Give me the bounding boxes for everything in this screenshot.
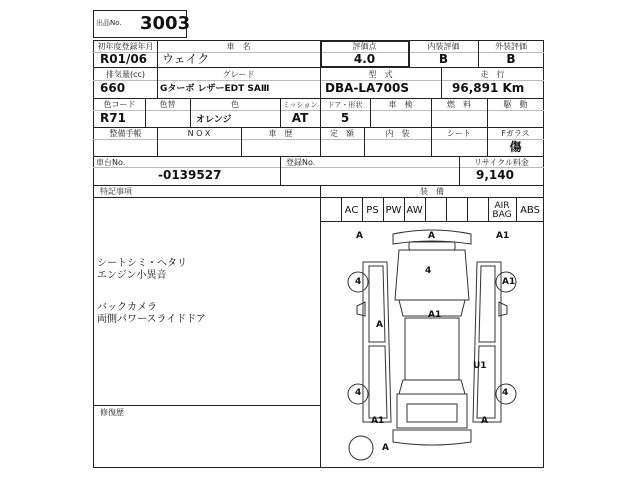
col-divider bbox=[280, 156, 281, 185]
model-code-value: DBA-LA700S bbox=[325, 81, 409, 95]
remark-seat-stain: シートシミ・ヘタリ bbox=[97, 258, 187, 269]
tire-rear-right: 4 bbox=[502, 388, 509, 398]
color-change-label: 色替 bbox=[159, 100, 176, 109]
doors-value: 5 bbox=[340, 111, 350, 125]
equipment-header: 装 備 bbox=[420, 187, 444, 196]
tire-front-right: A1 bbox=[502, 277, 516, 287]
equipment-pw: PW bbox=[385, 205, 402, 216]
color-code-label: 色コード bbox=[103, 100, 136, 109]
row-divider bbox=[93, 127, 544, 128]
damage-mark-bumper-left: A bbox=[382, 443, 389, 453]
remark-engine-noise: エンジン小異音 bbox=[97, 270, 167, 281]
exterior-grade-value: B bbox=[506, 52, 516, 66]
color-code-value: R71 bbox=[100, 111, 126, 125]
inspection-label: 車 検 bbox=[388, 100, 413, 109]
f-glass-value: 傷 bbox=[509, 140, 522, 154]
mileage-value: 96,891 Km bbox=[452, 81, 525, 95]
grade-value: Gターボ レザーEDT SAⅢ bbox=[160, 84, 270, 94]
car-name-label: 車 名 bbox=[226, 42, 251, 51]
f-glass-label: Fガラス bbox=[501, 129, 530, 138]
color-label: 色 bbox=[231, 100, 239, 109]
remark-power-slide-doors: 両側パワースライドドア bbox=[97, 314, 206, 325]
car-diagram bbox=[321, 222, 543, 467]
door-shape-label: ドア・形状 bbox=[327, 101, 363, 109]
recycle-fee-label: リサイクル料金 bbox=[474, 158, 529, 167]
damage-mark-front-right: A1 bbox=[496, 231, 510, 241]
repair-divider bbox=[93, 405, 320, 406]
seat-label: シート bbox=[447, 129, 471, 138]
lot-number: 3003 bbox=[140, 13, 191, 34]
equipment-ps: PS bbox=[366, 205, 379, 216]
row-divider bbox=[93, 185, 544, 186]
damage-mark-roof: A1 bbox=[428, 310, 442, 320]
interior-label: 内 装 bbox=[385, 129, 410, 138]
equipment-cell-divider bbox=[467, 197, 468, 221]
displacement-label: 排気量(cc) bbox=[105, 70, 146, 79]
row-divider bbox=[93, 197, 544, 198]
equipment-abs: ABS bbox=[520, 205, 540, 216]
equipment-cell-divider bbox=[446, 197, 447, 221]
service-book-label: 整備手帳 bbox=[109, 129, 142, 138]
damage-mark-front-left: A bbox=[356, 231, 363, 241]
registration-no-label: 登録No. bbox=[286, 158, 316, 167]
damage-mark-left-door: A bbox=[376, 320, 383, 330]
fuel-label: 燃 料 bbox=[447, 100, 471, 109]
mileage-label: 走 行 bbox=[480, 70, 505, 79]
fixed-rate-label: 定 額 bbox=[330, 129, 354, 138]
row-divider bbox=[93, 67, 544, 68]
score-label: 評価点 bbox=[352, 42, 377, 51]
equipment-airbag: AIR BAG bbox=[492, 201, 512, 220]
damage-mark-rear-right: A bbox=[481, 416, 488, 426]
damage-mark-front-center: A bbox=[428, 231, 435, 241]
history-label: 車 歴 bbox=[268, 129, 293, 138]
remarks-header: 特記事項 bbox=[100, 187, 132, 196]
lot-number-label: 出品No. bbox=[96, 19, 122, 27]
repair-history-header: 修復歴 bbox=[100, 408, 124, 417]
label-strip bbox=[93, 139, 544, 140]
tire-rear-left: 4 bbox=[355, 388, 362, 398]
transmission-value: AT bbox=[291, 111, 309, 125]
displacement-value: 660 bbox=[100, 81, 126, 95]
exterior-grade-label: 外装評価 bbox=[495, 42, 527, 51]
equipment-cell-divider bbox=[425, 197, 426, 221]
grade-label: グレード bbox=[222, 70, 255, 79]
nox-label: N O X bbox=[187, 129, 211, 138]
row-divider bbox=[93, 156, 544, 157]
recycle-fee-value: 9,140 bbox=[476, 168, 514, 182]
damage-mark-right-rear: U1 bbox=[473, 361, 487, 371]
transmission-label: ミッション bbox=[282, 101, 318, 109]
interior-grade-label: 内装評価 bbox=[427, 42, 460, 51]
chassis-no-label: 車台No. bbox=[96, 158, 126, 167]
damage-mark-rear-left: A1 bbox=[371, 416, 385, 426]
chassis-no-value: -0139527 bbox=[158, 168, 222, 182]
model-code-label: 型 式 bbox=[368, 70, 393, 79]
damage-mark-hood: 4 bbox=[425, 266, 432, 276]
equipment-ac: AC bbox=[344, 205, 359, 216]
color-value: オレンジ bbox=[196, 115, 232, 125]
tire-front-left: 4 bbox=[355, 277, 362, 287]
interior-grade-value: B bbox=[438, 52, 449, 66]
score-value: 4.0 bbox=[353, 52, 376, 66]
first-registration-value: R01/06 bbox=[100, 52, 148, 66]
car-name-value: ウェイク bbox=[162, 52, 210, 66]
drive-label: 駆 動 bbox=[503, 100, 528, 109]
row-divider bbox=[93, 98, 544, 99]
remark-back-camera: バックカメラ bbox=[97, 302, 157, 313]
first-registration-label: 初年度登録年月 bbox=[97, 42, 154, 51]
equipment-aw: AW bbox=[406, 205, 423, 216]
